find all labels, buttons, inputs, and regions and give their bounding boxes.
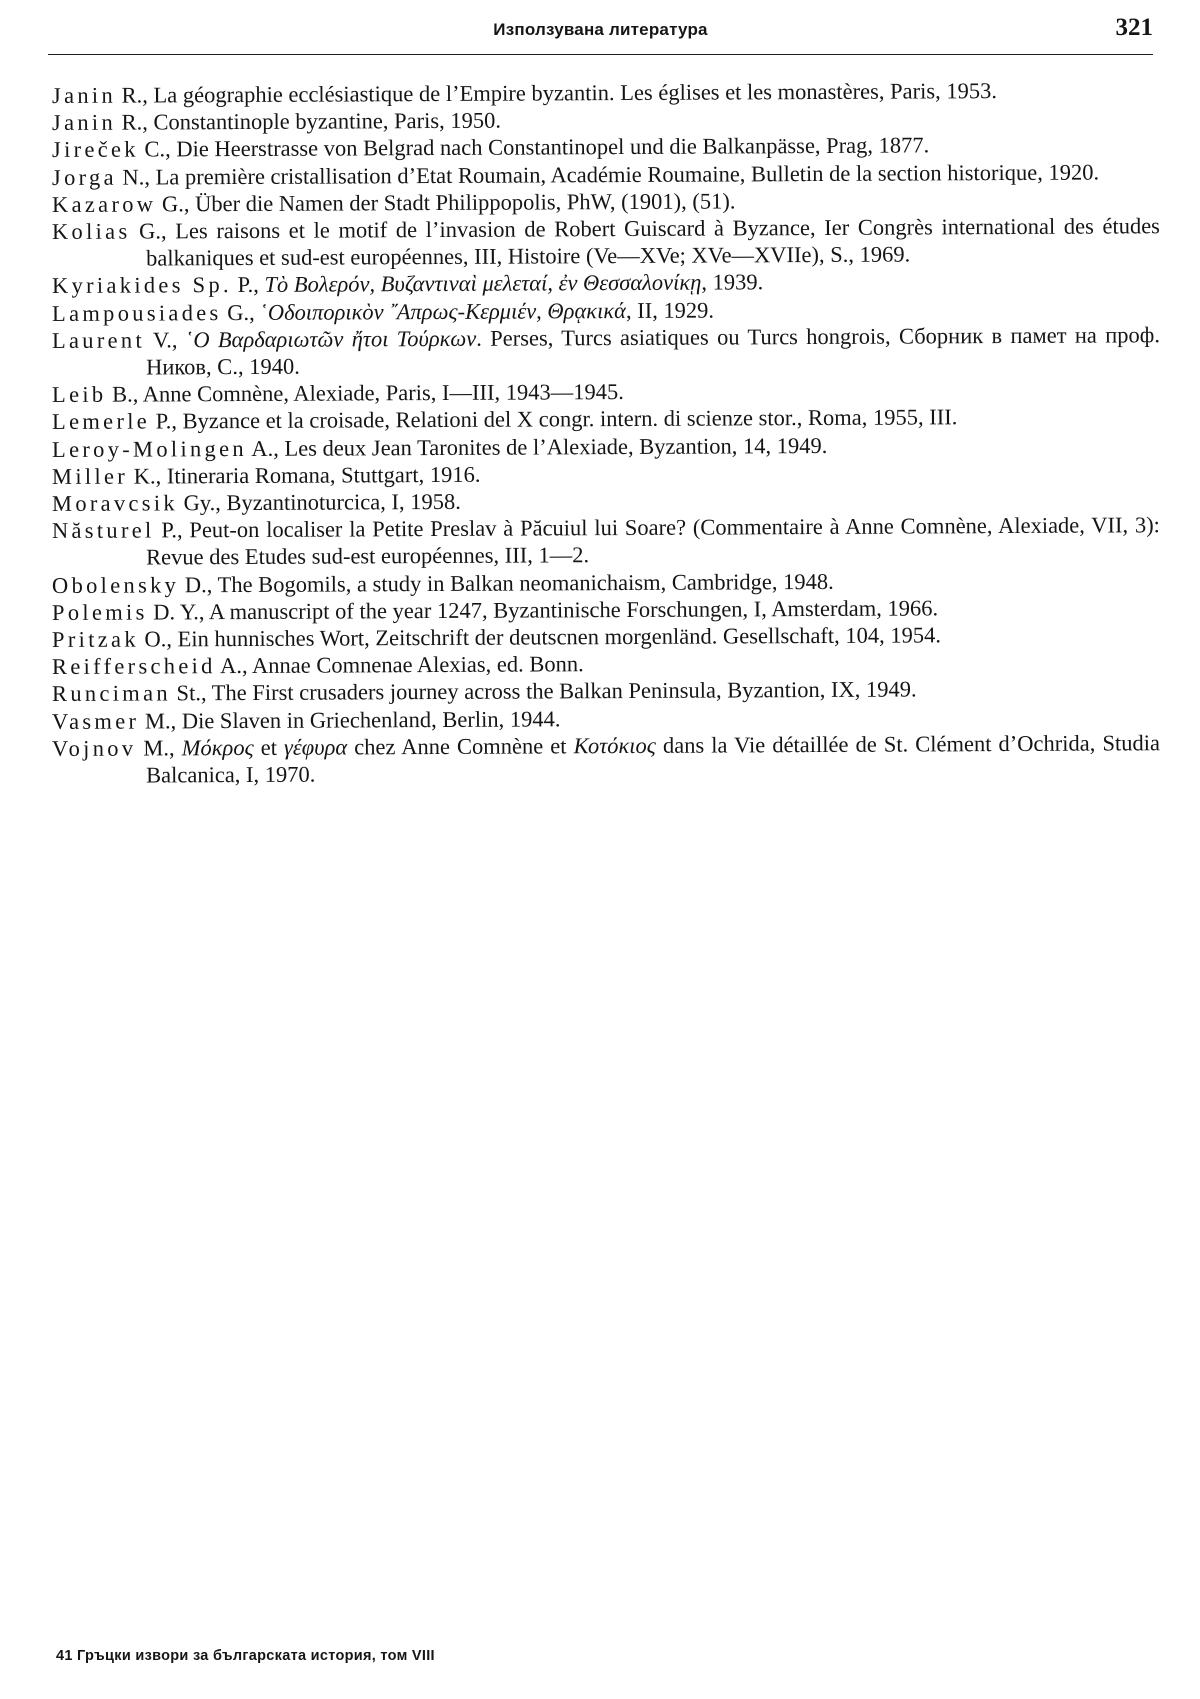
page-number: 321 — [1115, 14, 1153, 41]
entry-text: K., Itineraria Romana, Stuttgart, 1916. — [127, 461, 481, 489]
entry-greek-title: Τὸ Βολερόν, Βυζαντιναὶ μελεταί, ἐν Θεσσαλονίκῃ — [264, 270, 702, 298]
entry-author: Lemerle — [51, 408, 151, 435]
entry-author: Moravcsik — [51, 490, 179, 517]
entry-author: Kolias — [51, 218, 131, 245]
entry-text: O., Ein hunnisches Wort, Zeitschrift der deutscnen morgenländ. Gesellschaft, 104, 1954. — [138, 622, 942, 652]
entry-author: Janin — [51, 109, 117, 136]
entry-text-after: , 1939. — [701, 269, 764, 296]
entry-text-after: , II, 1929. — [625, 297, 715, 323]
entry-text: C., Die Heerstrasse von Belgrad nach Constantinopel und die Balkanpässe, Prag, 1877. — [138, 132, 930, 162]
entry-text: Gy., Byzantinoturcica, I, 1958. — [177, 488, 461, 516]
entry-text-after: . Perses, Turcs asiatiques ou Turcs hongrois, Сборник в памет на проф. Ников, С., 1940. — [146, 322, 1160, 380]
entry-text: M., Die Slaven in Griechenland, Berlin, 1944. — [139, 706, 561, 734]
entry-author: Kyriakides Sp. — [51, 272, 232, 299]
entry-author: Kazarow — [51, 191, 157, 217]
entry-author: Reifferscheid — [51, 653, 216, 680]
bibliography-entry — [52, 321, 1160, 381]
entry-author: Laurent — [51, 327, 146, 353]
entry-author: Vasmer — [51, 708, 140, 734]
entry-greek-term: γέφυρα — [283, 734, 348, 760]
entry-text-mid: chez Anne Comnène et — [347, 733, 574, 760]
entry-author: Obolensky — [51, 571, 180, 598]
page-footer: 41 Гръцки извори за българската история, том VIII — [56, 1648, 435, 1664]
entry-greek-title: ῾Ο Βαρδαριωτῶν ἤτοι Τούρκων — [185, 325, 477, 353]
entry-text: G., Über die Namen der Stadt Philippopolis, PhW, (1901), (51). — [156, 188, 736, 217]
entry-author: Jorga — [51, 164, 117, 190]
entry-author: Janin — [51, 82, 117, 108]
entry-greek-term: Κοτόκιος — [573, 732, 656, 759]
entry-author: Vojnov — [51, 735, 137, 761]
entry-author: Leib — [51, 381, 107, 408]
entry-text: P., Byzance et la croisade, Relationi del X congr. intern. di scienze stor., Roma, 1955, III. — [149, 404, 958, 434]
entry-text: B., Anne Comnène, Alexiade, Paris, I—III, 1943—1945. — [106, 379, 624, 407]
entry-author: Lampousiades — [51, 299, 222, 326]
entry-author: Năsturel — [51, 517, 155, 544]
entry-text-after: dans la Vie détaillée de St. Clément d’Ochrida, Studia Balcanica, I, 1970. — [146, 730, 1160, 788]
entry-text: A., Les deux Jean Taronites de l’Alexiade, Byzantion, 14, 1949. — [246, 432, 828, 461]
running-head — [48, 16, 1153, 56]
entry-author: Polemis — [51, 599, 148, 625]
entry-text: G., Les raisons et le motif de l’invasion de Robert Guiscard à Byzance, Ier Congrès international des études balkaniques et sud-est européennes, III, Histoire (Ve—XVe; XVe—XVIIe), S., 1969. — [130, 213, 1160, 271]
entry-author: Leroy-Molingen — [51, 435, 247, 462]
entry-text: N., La première cristallisation d’Etat Roumain, Académie Roumaine, Bulletin de la section historique, 1920. — [116, 159, 1100, 190]
entry-text: G., — [221, 299, 261, 325]
entry-text: R., La géographie ecclésiastique de l’Empire byzantin. Les églises et les monastères, Paris, 1953. — [115, 78, 998, 108]
bibliography-list — [51, 78, 1160, 789]
entry-author: Miller — [51, 463, 129, 489]
bibliography-entry — [52, 729, 1160, 789]
entry-text: M., — [136, 735, 182, 761]
entry-text: A., Annae Comnenae Alexias, ed. Bonn. — [215, 651, 584, 679]
entry-text: P., Peut-on localiser la Petite Preslav à Păcuiul lui Soare? (Commentaire à Anne Comnène, Alexiade, VII, 3): Revue des Etudes sud-est européennes, III, 1—2. — [146, 512, 1160, 570]
entry-text: V., — [144, 327, 186, 353]
entry-text: St., The First crusaders journey across the Balkan Peninsula, Byzantion, IX, 1949. — [170, 676, 917, 706]
entry-author: Jireček — [51, 136, 139, 163]
entry-greek-title: ῾Οδοιπορικὸν ῎Απρως-Κερμιέν, Θρᾳκικά — [260, 297, 626, 325]
entry-text: D., The Bogomils, a study in Balkan neomanichaism, Cambridge, 1948. — [179, 568, 834, 597]
entry-author: Pritzak — [51, 626, 139, 653]
entry-author: Runciman — [51, 680, 171, 707]
entry-text: P., — [231, 272, 265, 298]
entry-text: D. Y., A manuscript of the year 1247, Byzantinische Forschungen, I, Amsterdam, 1966. — [147, 595, 939, 625]
entry-greek-term: Μόκρος — [181, 734, 254, 761]
bibliography-entry — [52, 212, 1160, 272]
bibliography-entry — [52, 511, 1160, 571]
entry-text-mid: et — [253, 734, 285, 760]
entry-text: R., Constantinople byzantine, Paris, 1950. — [115, 107, 502, 135]
header-rule — [48, 54, 1153, 55]
running-title: Използувана литература — [493, 20, 708, 39]
